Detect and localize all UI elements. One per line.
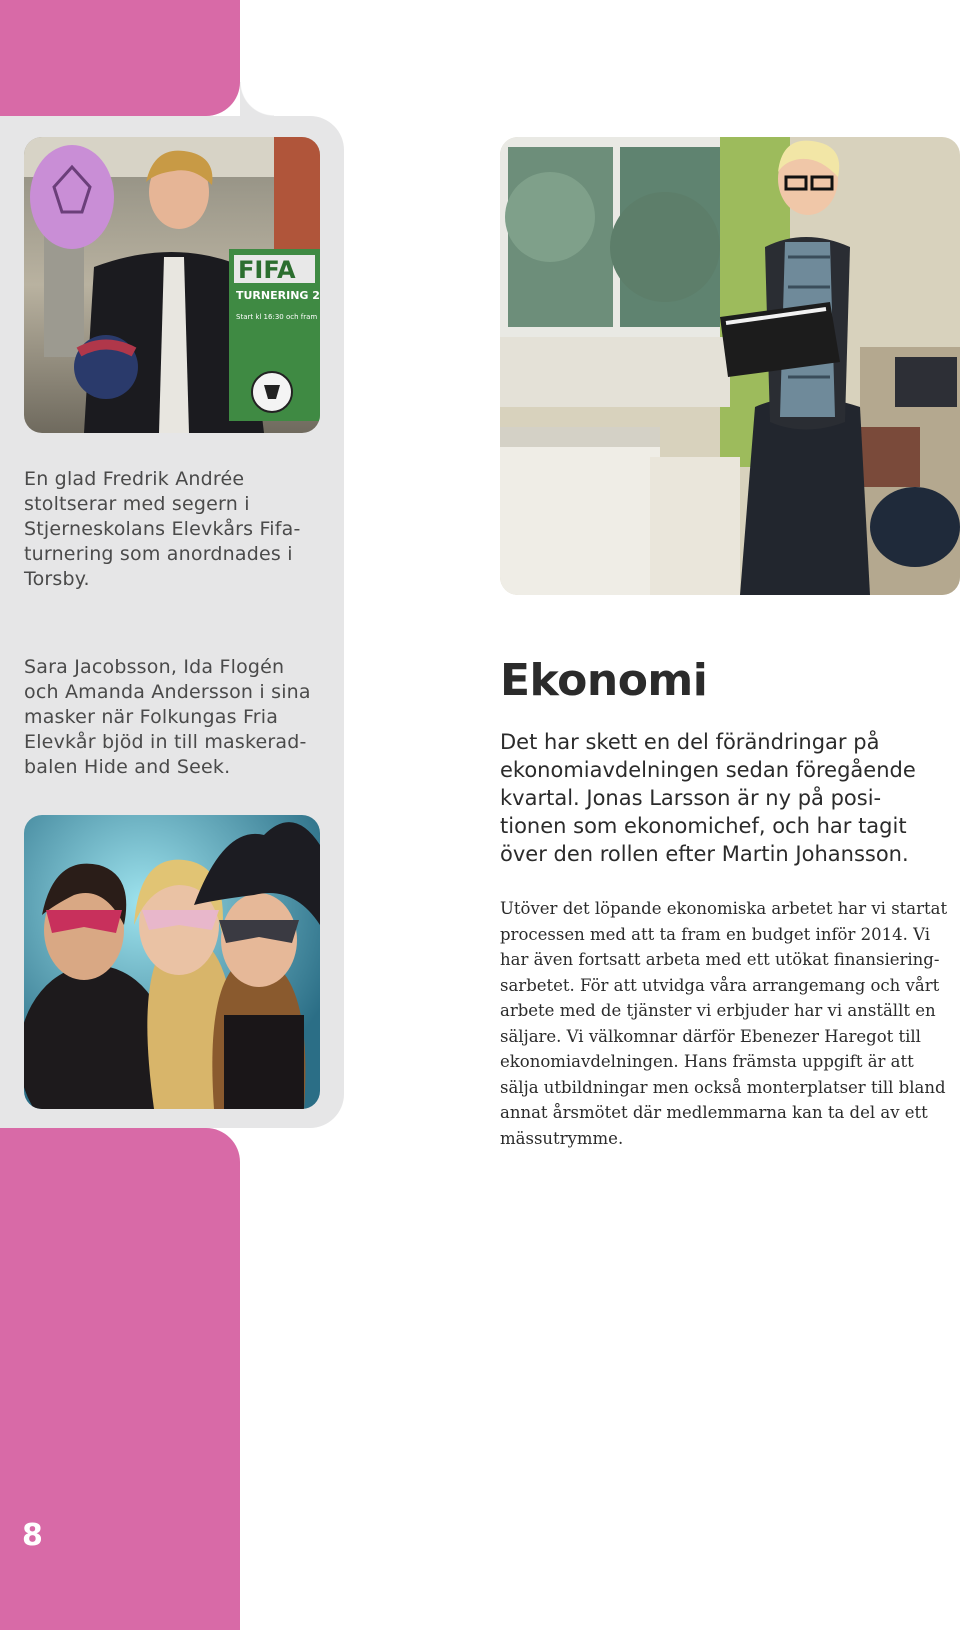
caption-line: En glad Fredrik Andrée: [24, 468, 245, 490]
caption-line: Elevkår bjöd in till maskerad-: [24, 731, 307, 753]
lead-line: tionen som ekonomichef, och har tagit: [500, 814, 907, 838]
page-number: 8: [22, 1518, 43, 1553]
poster-subtitle: TURNERING 2: [236, 289, 320, 302]
body-line: annat årsmötet där medlemmarna kan ta del av ett: [500, 1103, 928, 1122]
office-reading-photo: [500, 137, 960, 595]
article-lead: [500, 728, 950, 868]
pink-sidebar-top: [0, 0, 240, 116]
lead-line: ekonomiavdelningen sedan föregående: [500, 758, 916, 782]
lead-line: kvartal. Jonas Larsson är ny på posi-: [500, 786, 882, 810]
article-body: [500, 896, 950, 1151]
caption-line: och Amanda Andersson i sina: [24, 681, 311, 703]
poster-title: FIFA: [238, 256, 296, 284]
caption-line: Torsby.: [24, 568, 90, 590]
lead-line: Det har skett en del förändringar på: [500, 730, 880, 754]
body-line: säljare. Vi välkomnar därför Ebenezer Haregot till: [500, 1026, 921, 1046]
body-line: sälja utbildningar men också monterplatser till bland: [500, 1077, 946, 1097]
body-line: har även fortsatt arbeta med ett utökat finansiering-: [500, 950, 940, 969]
fifa-photo-caption: [24, 467, 324, 592]
body-line: ekonomiavdelningen. Hans främsta uppgift är att: [500, 1052, 914, 1071]
body-line: Utöver det löpande ekonomiska arbetet har vi startat: [500, 899, 948, 918]
fifa-tournament-photo: [24, 137, 320, 433]
masquerade-photo-caption: [24, 655, 324, 780]
poster-line: Start kl 16:30 och fram: [236, 313, 318, 321]
body-line: processen med att ta fram en budget inför 2014. Vi: [500, 924, 931, 944]
lead-line: över den rollen efter Martin Johansson.: [500, 842, 909, 866]
caption-line: masker när Folkungas Fria: [24, 706, 279, 728]
body-line: mässutrymme.: [500, 1128, 624, 1148]
caption-line: turnering som anordnades i: [24, 543, 293, 565]
pink-sidebar-bottom: [0, 1128, 240, 1630]
body-line: arbete med de tjänster vi erbjuder har vi anställt en: [500, 1001, 936, 1020]
body-line: sarbetet. För att utvidga våra arrangemang och vårt: [500, 975, 940, 995]
caption-line: Stjerneskolans Elevkårs Fifa-: [24, 518, 301, 540]
masquerade-photo: [24, 815, 320, 1109]
caption-line: Sara Jacobsson, Ida Flogén: [24, 656, 285, 678]
article-title: Ekonomi: [500, 655, 708, 706]
caption-line: stoltserar med segern i: [24, 493, 250, 515]
caption-line: balen Hide and Seek.: [24, 756, 231, 778]
